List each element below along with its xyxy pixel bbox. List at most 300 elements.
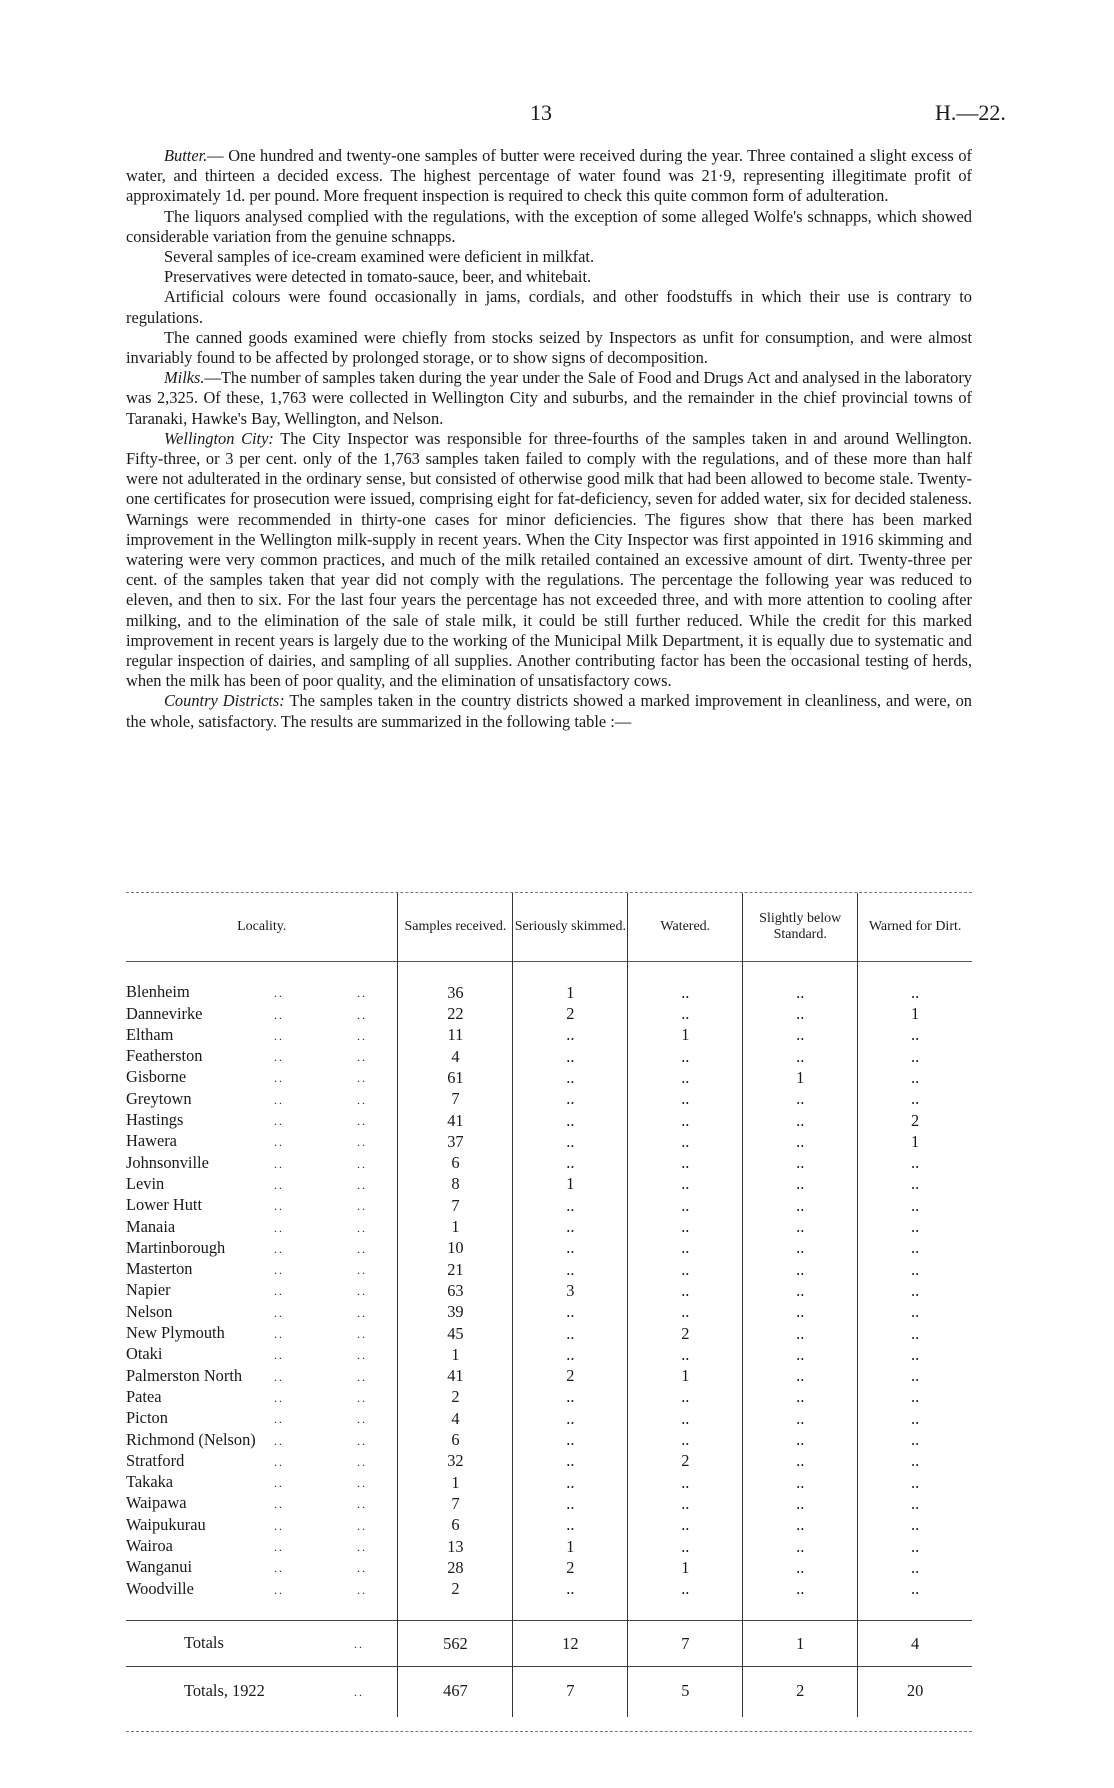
table-row [126, 1046, 972, 1067]
leader-dots: .. [274, 1007, 284, 1022]
table-row [126, 1536, 972, 1557]
locality-cell [126, 1217, 398, 1238]
leader-dots: .. [357, 1561, 367, 1576]
below-standard-cell: .. [743, 1089, 858, 1110]
seriously-skimmed-cell: .. [513, 1259, 628, 1280]
warned-dirt-cell: .. [858, 1323, 972, 1344]
samples-received-cell: 2 [398, 1387, 513, 1408]
seriously-skimmed-cell: .. [513, 1110, 628, 1131]
samples-received-cell: 4 [398, 1046, 513, 1067]
totals-label-cell [126, 1621, 398, 1667]
seriously-skimmed-cell: .. [513, 1025, 628, 1046]
locality-cell [126, 1472, 398, 1493]
seriously-skimmed-cell: .. [513, 1089, 628, 1110]
warned-dirt-cell: 20 [858, 1667, 972, 1718]
locality-name: Martinborough [126, 1237, 226, 1257]
seriously-skimmed-cell: .. [513, 1515, 628, 1536]
table-row [126, 1408, 972, 1429]
leader-dots: .. [274, 1476, 284, 1491]
locality-name: Blenheim [126, 982, 190, 1002]
locality-cell [126, 1302, 398, 1323]
samples-received-cell: 2 [398, 1579, 513, 1600]
watered-cell: .. [628, 1131, 743, 1152]
below-standard-cell: 2 [743, 1667, 858, 1718]
warned-dirt-cell: .. [858, 1515, 972, 1536]
seriously-skimmed-cell: .. [513, 1472, 628, 1493]
warned-dirt-cell: .. [858, 1344, 972, 1365]
locality-cell [126, 1408, 398, 1429]
seriously-skimmed-cell: 12 [513, 1621, 628, 1667]
table-row [126, 982, 972, 1003]
leader-dots: .. [357, 1028, 367, 1043]
paragraph-ice-cream: Several samples of ice-cream examined were deficient in milkfat. [164, 247, 595, 267]
below-standard-cell: .. [743, 1259, 858, 1280]
paragraph-preservatives: Preservatives were detected in tomato-sauce, beer, and whitebait. [164, 267, 592, 287]
below-standard-cell: .. [743, 1579, 858, 1600]
watered-cell: .. [628, 1430, 743, 1451]
below-standard-cell: .. [743, 1195, 858, 1216]
samples-received-cell: 7 [398, 1493, 513, 1514]
table-header-row [126, 893, 972, 962]
section-lead-milks: Milks. [164, 368, 205, 388]
locality-cell [126, 1238, 398, 1259]
below-standard-cell: .. [743, 1430, 858, 1451]
below-standard-cell: .. [743, 1408, 858, 1429]
table-row [126, 1217, 972, 1238]
samples-received-cell: 61 [398, 1067, 513, 1088]
locality-name: Takaka [126, 1472, 174, 1492]
warned-dirt-cell: 1 [858, 1004, 972, 1025]
table-row [126, 1472, 972, 1493]
leader-dots: .. [274, 1497, 284, 1512]
warned-dirt-cell: .. [858, 1025, 972, 1046]
watered-cell: .. [628, 1472, 743, 1493]
leader-dots: .. [274, 1518, 284, 1533]
leader-dots: .. [274, 1305, 284, 1320]
below-standard-cell: .. [743, 1153, 858, 1174]
seriously-skimmed-cell: .. [513, 1046, 628, 1067]
watered-cell: .. [628, 1174, 743, 1195]
document-reference: H.—22. [935, 100, 1006, 125]
leader-dots: .. [357, 1518, 367, 1533]
milk-samples-table [126, 893, 972, 1717]
below-standard-cell: .. [743, 1110, 858, 1131]
warned-dirt-cell: .. [858, 1217, 972, 1238]
below-standard-cell: .. [743, 1046, 858, 1067]
warned-dirt-cell: .. [858, 982, 972, 1003]
leader-dots: .. [357, 1369, 367, 1384]
warned-dirt-cell: .. [858, 1557, 972, 1578]
locality-name: Otaki [126, 1344, 163, 1364]
table-row [126, 1344, 972, 1365]
warned-dirt-cell: 2 [858, 1110, 972, 1131]
body-text [126, 146, 972, 732]
watered-cell: .. [628, 1493, 743, 1514]
locality-cell [126, 1195, 398, 1216]
page-header [0, 100, 1114, 130]
warned-dirt-cell: .. [858, 1259, 972, 1280]
watered-cell: .. [628, 1387, 743, 1408]
warned-dirt-cell: .. [858, 1387, 972, 1408]
leader-dots: .. [357, 1092, 367, 1107]
leader-dots: .. [274, 1114, 284, 1129]
table-bottom-rule [126, 1731, 972, 1732]
warned-dirt-cell: .. [858, 1408, 972, 1429]
seriously-skimmed-cell: .. [513, 1451, 628, 1472]
leader-dots: .. [274, 1050, 284, 1065]
watered-cell: .. [628, 1153, 743, 1174]
locality-cell [126, 1323, 398, 1344]
locality-cell [126, 1493, 398, 1514]
table-row [126, 1280, 972, 1301]
locality-cell [126, 1430, 398, 1451]
leader-dots: .. [357, 1071, 367, 1086]
watered-cell: .. [628, 1536, 743, 1557]
leader-dots: .. [274, 1348, 284, 1363]
spacer-cell [513, 1600, 628, 1621]
totals-1922-row [126, 1667, 972, 1718]
header-samples-received: Samples received. [398, 893, 513, 962]
watered-cell: 1 [628, 1557, 743, 1578]
watered-cell: .. [628, 1110, 743, 1131]
seriously-skimmed-cell: 1 [513, 1536, 628, 1557]
watered-cell: .. [628, 982, 743, 1003]
watered-cell: .. [628, 1408, 743, 1429]
leader-dots: .. [274, 1220, 284, 1235]
paragraph-canned-goods: The canned goods examined were chiefly from stocks seized by Inspectors as unfit for consumption, and were almost invariably found to be affected by prolonged storage, or to show signs of decomposition. [126, 327, 972, 368]
warned-dirt-cell: .. [858, 1089, 972, 1110]
samples-received-cell: 6 [398, 1430, 513, 1451]
below-standard-cell: .. [743, 1174, 858, 1195]
leader-dots: .. [357, 1241, 367, 1256]
samples-received-cell: 8 [398, 1174, 513, 1195]
locality-name: Waipawa [126, 1493, 187, 1513]
table-row [126, 1451, 972, 1472]
locality-name: Woodville [126, 1578, 194, 1598]
below-standard-cell: .. [743, 1238, 858, 1259]
samples-received-cell: 6 [398, 1515, 513, 1536]
locality-cell [126, 1089, 398, 1110]
leader-dots: .. [357, 1497, 367, 1512]
table-row [126, 1387, 972, 1408]
table-spacer [126, 962, 972, 983]
leader-dots: .. [274, 1412, 284, 1427]
below-standard-cell: .. [743, 1344, 858, 1365]
leader-dots: .. [274, 1028, 284, 1043]
leader-dots: .. [357, 1135, 367, 1150]
locality-name: Wanganui [126, 1557, 193, 1577]
samples-received-cell: 63 [398, 1280, 513, 1301]
country-districts-table [126, 892, 972, 1732]
warned-dirt-cell: .. [858, 1046, 972, 1067]
table-row [126, 1067, 972, 1088]
paragraph-colours: Artificial colours were found occasionally in jams, cordials, and other foodstuffs in which their use is contrary to regulations. [126, 287, 972, 327]
header-watered: Watered. [628, 893, 743, 962]
locality-name: Masterton [126, 1259, 193, 1279]
samples-received-cell: 467 [398, 1667, 513, 1718]
leader-dots: .. [274, 1135, 284, 1150]
locality-cell [126, 1004, 398, 1025]
leader-dots: .. [274, 1241, 284, 1256]
locality-cell [126, 1110, 398, 1131]
warned-dirt-cell: .. [858, 1366, 972, 1387]
locality-name: Featherston [126, 1046, 203, 1066]
leader-dots: .. [357, 1582, 367, 1597]
locality-name: Picton [126, 1408, 168, 1428]
locality-name: Stratford [126, 1450, 185, 1470]
below-standard-cell: .. [743, 1280, 858, 1301]
leader-dots: .. [354, 1637, 364, 1652]
paragraph-milks: Milks.—The number of samples taken during the year under the Sale of Food and Drugs Act and analysed in the laboratory was 2,325. Of these, 1,763 were collected in Wellington City and suburbs, and the remainder in the chief provincial towns of Taranaki, Hawke's Bay, Wellington, and Nelson. [126, 368, 972, 428]
watered-cell: 2 [628, 1323, 743, 1344]
table-row [126, 1110, 972, 1131]
seriously-skimmed-cell: 2 [513, 1366, 628, 1387]
below-standard-cell: 1 [743, 1621, 858, 1667]
samples-received-cell: 36 [398, 982, 513, 1003]
table-body [126, 962, 972, 1718]
locality-cell [126, 1557, 398, 1578]
leader-dots: .. [274, 1071, 284, 1086]
leader-dots: .. [357, 1220, 367, 1235]
watered-cell: .. [628, 1195, 743, 1216]
seriously-skimmed-cell: 2 [513, 1004, 628, 1025]
leader-dots: .. [274, 1327, 284, 1342]
warned-dirt-cell: .. [858, 1579, 972, 1600]
seriously-skimmed-cell: .. [513, 1387, 628, 1408]
table-row [126, 1025, 972, 1046]
leader-dots: .. [274, 1433, 284, 1448]
leader-dots: .. [357, 986, 367, 1001]
table-row [126, 1493, 972, 1514]
paragraph-country-districts: Country Districts: The samples taken in the country districts showed a marked improvement in cleanliness, and were, on the whole, satisfactory. The results are summarized in the following table :— [126, 691, 972, 731]
table-row [126, 1004, 972, 1025]
header-seriously-skimmed: Seriously skimmed. [513, 893, 628, 962]
leader-dots: .. [357, 1390, 367, 1405]
locality-name: Hastings [126, 1110, 184, 1130]
table-row [126, 1557, 972, 1578]
leader-dots: .. [274, 1092, 284, 1107]
spacer-cell [858, 1600, 972, 1621]
locality-cell [126, 1366, 398, 1387]
locality-cell [126, 1451, 398, 1472]
warned-dirt-cell: .. [858, 1472, 972, 1493]
samples-received-cell: 13 [398, 1536, 513, 1557]
watered-cell: .. [628, 1259, 743, 1280]
seriously-skimmed-cell: .. [513, 1430, 628, 1451]
below-standard-cell: .. [743, 1004, 858, 1025]
watered-cell: .. [628, 1344, 743, 1365]
samples-received-cell: 37 [398, 1131, 513, 1152]
leader-dots: .. [274, 1369, 284, 1384]
watered-cell: .. [628, 1067, 743, 1088]
samples-received-cell: 10 [398, 1238, 513, 1259]
watered-cell: 1 [628, 1025, 743, 1046]
leader-dots: .. [274, 1156, 284, 1171]
samples-received-cell: 1 [398, 1472, 513, 1493]
header-locality: Locality. [237, 919, 287, 934]
watered-cell: .. [628, 1217, 743, 1238]
totals-label: Totals, 1922 [184, 1681, 265, 1701]
samples-received-cell: 41 [398, 1366, 513, 1387]
leader-dots: .. [357, 1284, 367, 1299]
header-warned-for-dirt: Warned for Dirt. [858, 893, 972, 962]
locality-name: Patea [126, 1386, 162, 1406]
warned-dirt-cell: .. [858, 1238, 972, 1259]
below-standard-cell: 1 [743, 1067, 858, 1088]
warned-dirt-cell: .. [858, 1067, 972, 1088]
below-standard-cell: .. [743, 1025, 858, 1046]
locality-cell [126, 1153, 398, 1174]
locality-name: Gisborne [126, 1067, 187, 1087]
seriously-skimmed-cell: .. [513, 1195, 628, 1216]
table-row [126, 1579, 972, 1600]
below-standard-cell: .. [743, 1472, 858, 1493]
watered-cell: .. [628, 1280, 743, 1301]
watered-cell: 5 [628, 1667, 743, 1718]
samples-received-cell: 41 [398, 1110, 513, 1131]
table-spacer [126, 1600, 972, 1621]
samples-received-cell: 39 [398, 1302, 513, 1323]
page-number: 13 [530, 100, 552, 125]
paragraph-liquors: The liquors analysed complied with the regulations, with the exception of some alleged Wolfe's schnapps, which showed considerable variation from the genuine schnapps. [126, 206, 972, 246]
samples-received-cell: 1 [398, 1217, 513, 1238]
seriously-skimmed-cell: .. [513, 1153, 628, 1174]
seriously-skimmed-cell: .. [513, 1238, 628, 1259]
locality-name: Napier [126, 1280, 171, 1300]
leader-dots: .. [357, 1327, 367, 1342]
samples-received-cell: 32 [398, 1451, 513, 1472]
locality-cell [126, 1515, 398, 1536]
seriously-skimmed-cell: .. [513, 1579, 628, 1600]
warned-dirt-cell: .. [858, 1493, 972, 1514]
spacer-cell [398, 1600, 513, 1621]
below-standard-cell: .. [743, 982, 858, 1003]
below-standard-cell: .. [743, 1493, 858, 1514]
leader-dots: .. [357, 1199, 367, 1214]
spacer-cell [743, 1600, 858, 1621]
leader-dots: .. [357, 1476, 367, 1491]
leader-dots: .. [354, 1685, 364, 1700]
locality-name: Waipukurau [126, 1514, 206, 1534]
watered-cell: .. [628, 1089, 743, 1110]
watered-cell: .. [628, 1004, 743, 1025]
locality-name: Nelson [126, 1301, 173, 1321]
seriously-skimmed-cell: 2 [513, 1557, 628, 1578]
warned-dirt-cell: 1 [858, 1131, 972, 1152]
totals-label-cell [126, 1667, 398, 1718]
watered-cell: .. [628, 1046, 743, 1067]
locality-cell [126, 1025, 398, 1046]
below-standard-cell: .. [743, 1387, 858, 1408]
samples-received-cell: 562 [398, 1621, 513, 1667]
table-row [126, 1153, 972, 1174]
leader-dots: .. [357, 1540, 367, 1555]
watered-cell: .. [628, 1579, 743, 1600]
leader-dots: .. [357, 1263, 367, 1278]
table-row [126, 1238, 972, 1259]
leader-dots: .. [357, 1348, 367, 1363]
locality-name: Wairoa [126, 1536, 173, 1556]
samples-received-cell: 6 [398, 1153, 513, 1174]
locality-cell [126, 1067, 398, 1088]
leader-dots: .. [357, 1050, 367, 1065]
leader-dots: .. [274, 1199, 284, 1214]
seriously-skimmed-cell: .. [513, 1067, 628, 1088]
locality-name: Greytown [126, 1088, 192, 1108]
locality-cell [126, 1387, 398, 1408]
locality-name: Richmond (Nelson) [126, 1429, 256, 1449]
below-standard-cell: .. [743, 1323, 858, 1344]
seriously-skimmed-cell: .. [513, 1408, 628, 1429]
table-row [126, 1515, 972, 1536]
locality-cell [126, 1131, 398, 1152]
warned-dirt-cell: .. [858, 1430, 972, 1451]
seriously-skimmed-cell: 3 [513, 1280, 628, 1301]
watered-cell: .. [628, 1238, 743, 1259]
warned-dirt-cell: .. [858, 1174, 972, 1195]
samples-received-cell: 22 [398, 1004, 513, 1025]
samples-received-cell: 45 [398, 1323, 513, 1344]
seriously-skimmed-cell: .. [513, 1323, 628, 1344]
seriously-skimmed-cell: 1 [513, 982, 628, 1003]
below-standard-cell: .. [743, 1131, 858, 1152]
locality-cell [126, 1259, 398, 1280]
locality-name: Manaia [126, 1216, 176, 1236]
table-row [126, 1366, 972, 1387]
samples-received-cell: 7 [398, 1089, 513, 1110]
locality-name: Palmerston North [126, 1365, 243, 1385]
below-standard-cell: .. [743, 1515, 858, 1536]
locality-name: Hawera [126, 1131, 177, 1151]
paragraph-wellington-city: Wellington City: The City Inspector was responsible for three-fourths of the samples taken in and around Wellington. Fifty-three, or 3 per cent. only of the 1,763 samples taken failed to comply with the regulations, and of these more than half were not adulterated in the ordinary sense, but consisted of otherwise good milk that had been allowed to become stale. Twenty-one certificates for prosecution were issued, comprising eight for fat-deficiency, seven for added water, six for decided staleness. Warnings were recommended in thirty-one cases for minor deficiencies. The figures show that there has been marked improvement in the Wellington milk-supply in recent years. When the City Inspector was first appointed in 1916 skimming and watering were very common practices, and much of the milk retailed contained an excessive amount of dirt. Twenty-three per cent. of the samples taken that year did not comply with the regulations. The percentage the following year was reduced to eleven, and then to six. For the last four years the percentage has not exceeded three, and with more attention to cooling after milking, and to the elimination of the sale of stale milk, it could be still further reduced. While the credit for this marked improvement in recent years is largely due to the working of the Municipal Milk Department, it is equally due to systematic and regular inspection of dairies, and sampling of all supplies. Another contributing factor has been the occasional testing of herds, when the milk has been of poor quality, and the elimination of unsatisfactory cows. [126, 428, 972, 691]
locality-cell [126, 1579, 398, 1600]
locality-name: Levin [126, 1173, 165, 1193]
leader-dots: .. [274, 1582, 284, 1597]
watered-cell: 7 [628, 1621, 743, 1667]
warned-dirt-cell: .. [858, 1536, 972, 1557]
leader-dots: .. [357, 1156, 367, 1171]
warned-dirt-cell: .. [858, 1302, 972, 1323]
seriously-skimmed-cell: .. [513, 1493, 628, 1514]
samples-received-cell: 7 [398, 1195, 513, 1216]
locality-cell [126, 1536, 398, 1557]
watered-cell: 1 [628, 1366, 743, 1387]
warned-dirt-cell: .. [858, 1280, 972, 1301]
table-row [126, 1323, 972, 1344]
leader-dots: .. [274, 1561, 284, 1576]
warned-dirt-cell: .. [858, 1451, 972, 1472]
warned-dirt-cell: 4 [858, 1621, 972, 1667]
section-lead-country: Country Districts: [164, 691, 285, 711]
totals-row [126, 1621, 972, 1667]
leader-dots: .. [274, 1390, 284, 1405]
leader-dots: .. [357, 1007, 367, 1022]
leader-dots: .. [357, 1114, 367, 1129]
locality-cell [126, 1174, 398, 1195]
samples-received-cell: 11 [398, 1025, 513, 1046]
leader-dots: .. [274, 1263, 284, 1278]
samples-received-cell: 28 [398, 1557, 513, 1578]
totals-label: Totals [184, 1633, 224, 1653]
below-standard-cell: .. [743, 1557, 858, 1578]
leader-dots: .. [274, 1540, 284, 1555]
spacer-cell [126, 1600, 398, 1621]
seriously-skimmed-cell: 1 [513, 1174, 628, 1195]
below-standard-cell: .. [743, 1217, 858, 1238]
locality-name: Eltham [126, 1024, 174, 1044]
locality-cell [126, 1280, 398, 1301]
locality-cell [126, 1046, 398, 1067]
